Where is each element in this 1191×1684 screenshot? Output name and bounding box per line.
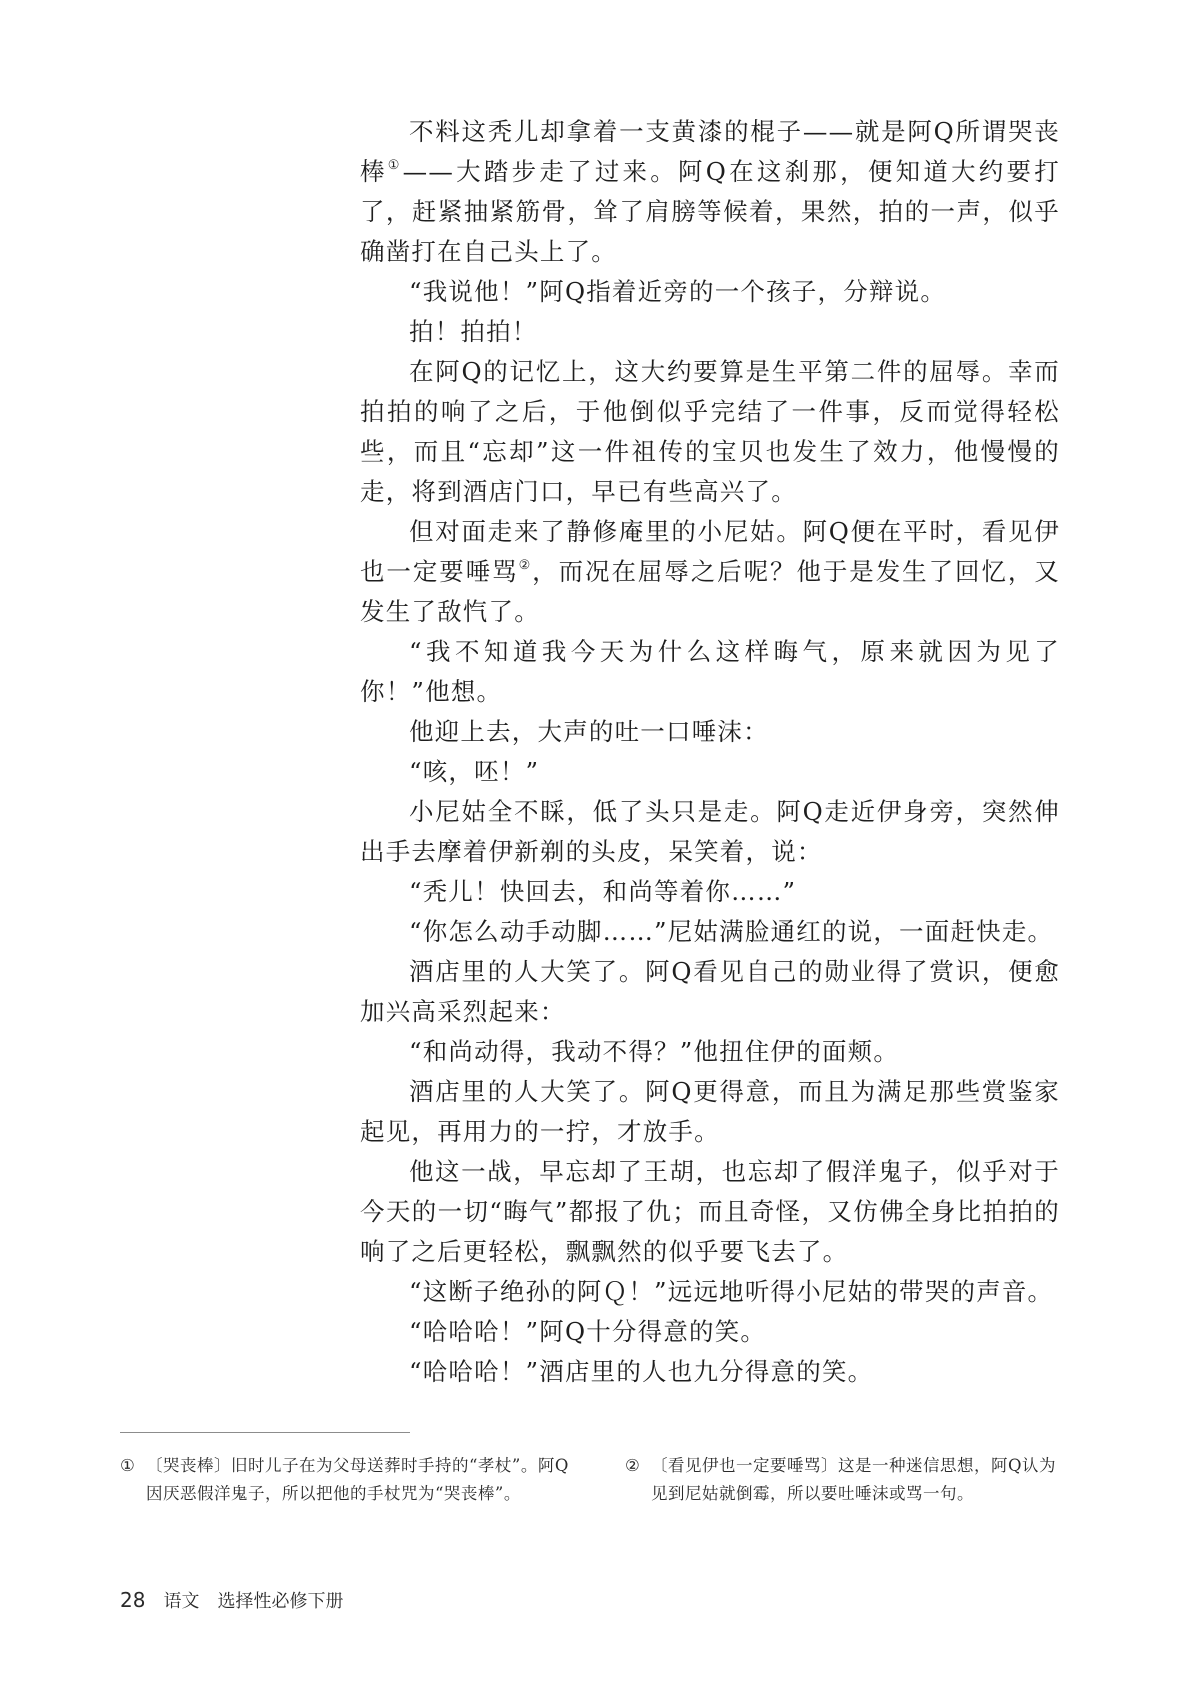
paragraph: 不料这秃儿却拿着一支黄漆的棍子——就是阿Q所谓哭丧棒①——大踏步走了过来。阿Q在这刹那，便知道大约要打了，赶紧抽紧筋骨，耸了肩膀等候着，果然，拍的一声，似乎确凿打在自己头上了。 [360,117,1060,266]
book-volume: 选择性必修下册 [217,1591,344,1612]
footnote-ref[interactable]: ① [387,157,403,173]
footnote-2 [625,1452,1070,1508]
footnote-1 [120,1452,570,1508]
paragraph: “我说他！”阿Q指着近旁的一个孩子，分辩说。 [409,277,947,306]
paragraph: 拍！拍拍！ [409,317,538,346]
page-number: 28 [120,1588,146,1612]
paragraph: “哈哈哈！”酒店里的人也九分得意的笑。 [409,1357,874,1386]
paragraph: 但对面走来了静修庵里的小尼姑。阿Q便在平时，看见伊也一定要唾骂②，而况在屈辱之后呢？他于是发生了回忆，又发生了敌忾了。 [360,517,1061,626]
paragraph: “你怎么动手动脚……”尼姑满脸通红的说，一面赶快走。 [409,917,1054,946]
paragraph: 酒店里的人大笑了。阿Q更得意，而且为满足那些赏鉴家起见，再用力的一拧，才放手。 [360,1077,1060,1146]
footnote-mark: ② [625,1456,641,1475]
footnote-ref[interactable]: ② [518,557,533,573]
paragraph: “秃儿！快回去，和尚等着你……” [409,877,797,906]
footnote-divider [120,1432,410,1433]
paragraph: 他迎上去，大声的吐一口唾沫： [409,717,769,746]
footnote-text: 〔看见伊也一定要唾骂〕这是一种迷信思想，阿Q认为见到尼姑就倒霉，所以要吐唾沫或骂一句。 [651,1456,1057,1503]
page-footer [120,1587,343,1613]
paragraph: “哈哈哈！”阿Q十分得意的笑。 [409,1317,767,1346]
paragraph: 在阿Q的记忆上，这大约要算是生平第二件的屈辱。幸而拍拍的响了之后，于他倒似乎完结了一件事，反而觉得轻松些，而且“忘却”这一件祖传的宝贝也发生了效力，他慢慢的走，将到酒店门口，早已有些高兴了。 [360,357,1060,506]
paragraph: 小尼姑全不睬，低了头只是走。阿Q走近伊身旁，突然伸出手去摩着伊新剃的头皮，呆笑着，说： [360,797,1060,866]
paragraph: “咳，呸！” [409,757,540,786]
main-text [360,112,1060,1392]
book-subject: 语文 [163,1591,200,1612]
paragraph: “这断子绝孙的阿Ｑ！”远远地听得小尼姑的带哭的声音。 [409,1277,1054,1306]
paragraph: “我不知道我今天为什么这样晦气，原来就因为见了你！”他想。 [360,637,1060,706]
footnote-text: 〔哭丧棒〕旧时儿子在为父母送葬时手持的“孝杖”。阿Q因厌恶假洋鬼子，所以把他的手杖咒为“哭丧棒”。 [146,1456,569,1503]
paragraph: 酒店里的人大笑了。阿Q看见自己的勋业得了赏识，便愈加兴高采烈起来： [360,957,1060,1026]
footnote-mark: ① [120,1456,136,1475]
paragraph: “和尚动得，我动不得？”他扭住伊的面颊。 [409,1037,900,1066]
paragraph: 他这一战，早忘却了王胡，也忘却了假洋鬼子，似乎对于今天的一切“晦气”都报了仇；而且奇怪，又仿佛全身比拍拍的响了之后更轻松，飘飘然的似乎要飞去了。 [360,1157,1060,1266]
